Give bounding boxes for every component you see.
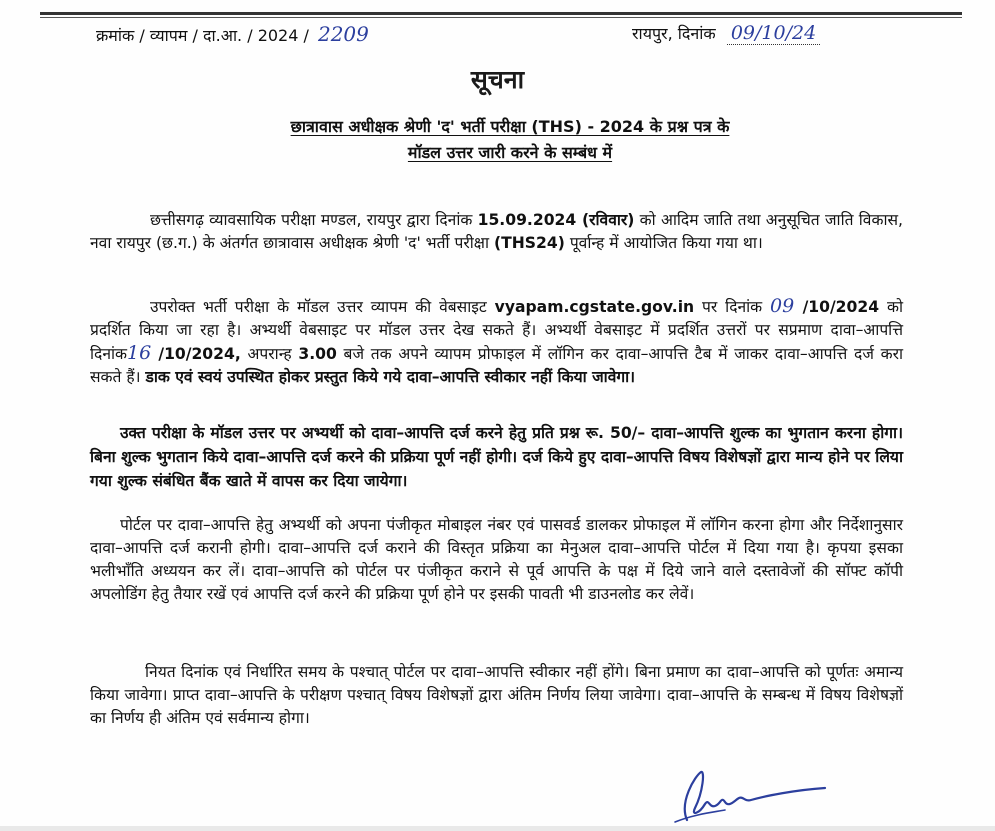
- page-bottom-edge: [0, 826, 995, 831]
- paragraph-model-answers: [90, 295, 903, 389]
- exam-code: (THS24): [493, 234, 565, 252]
- reference-line: [96, 22, 369, 46]
- p1-text-a: छत्तीसगढ़ व्यावसायिक परीक्षा मण्डल, रायपुर द्वारा दिनांक: [150, 211, 478, 229]
- handwritten-publish-day: 09: [770, 295, 795, 317]
- p2-text-b: पर दिनांक: [694, 298, 771, 316]
- paragraph-final-decision: नियत दिनांक एवं निर्धारित समय के पश्चात् पोर्टल पर दावा–आपत्ति स्वीकार नहीं होंगे। बिना प्रमाण का दावा–आपत्ति को पूर्णतः अमान्य किया जावेगा। प्राप्त दावा–आपत्ति के परीक्षण पश्चात् विषय विशेषज्ञों द्वारा अंतिम निर्णय लिया जावेगा। दावा–आपत्ति के सम्बन्ध में विषय विशेषज्ञों का निर्णय ही अंतिम एवं सर्वमान्य होगा।: [90, 663, 903, 727]
- paragraph-exam-held: [90, 209, 903, 255]
- deadline-month-year: /10/2024,: [151, 345, 241, 363]
- p2-text-e: बजे तक अपने व्यापम प्रोफाइल में लॉगिन कर दावा–आपत्ति टैब में जाकर दावा–आपत्ति दर्ज करा सकते हैं।: [90, 345, 904, 386]
- signature: [665, 762, 835, 828]
- deadline-time: 3.00: [298, 345, 337, 363]
- reference-number: 2209: [317, 22, 369, 46]
- p2-text-c: को प्रदर्शित किया जा रहा है। अभ्यर्थी वेबसाइट पर मॉडल उत्तर देख सकते हैं। अभ्यर्थी वेबसाइट में प्रदर्शित उत्तरों पर सप्रमाण दावा–आपत्ति दिनांक: [90, 298, 903, 363]
- handwritten-date: 09/10/24: [730, 22, 817, 44]
- date-field: [727, 22, 820, 45]
- reference-prefix: क्रमांक / व्यापम / दा.आ. / 2024 /: [96, 26, 309, 45]
- place-date-line: [632, 22, 820, 45]
- place-date-label: रायपुर, दिनांक: [632, 24, 716, 43]
- publish-month-year: /10/2024: [794, 298, 880, 316]
- p2-bold-warning: डाक एवं स्वयं उपस्थित होकर प्रस्तुत किये गये दावा–आपत्ति स्वीकार नहीं किया जावेगा।: [145, 368, 636, 386]
- p1-text-b: को आदिम जाति तथा अनुसूचित जाति विकास, नवा रायपुर (छ.ग.) के अंतर्गत छात्रावास अधीक्षक श्रेणी 'द' भर्ती परीक्षा: [90, 211, 903, 252]
- paragraph-fee: उक्त परीक्षा के मॉडल उत्तर पर अभ्यर्थी को दावा–आपत्ति दर्ज करने हेतु प्रति प्रश्न रू. 50/– दावा–आपत्ति शुल्क का भुगतान करना होगा। बिना शुल्क भुगतान किये दावा–आपत्ति दर्ज करने की प्रक्रिया पूर्ण नहीं होगी। दर्ज किये हुए दावा–आपत्ति विषय विशेषज्ञों द्वारा मान्य होने पर लिया गया शुल्क संबंधित बैंक खाते में वापस कर दिया जायेगा।: [90, 424, 903, 490]
- notice-subject: [140, 114, 880, 166]
- header-divider: [40, 12, 962, 15]
- notice-title: सूचना: [470, 65, 525, 94]
- p1-text-c: पूर्वान्ह में आयोजित किया गया था।: [564, 234, 763, 252]
- p2-text-d: अपरान्ह: [240, 345, 299, 363]
- paragraph-portal-procedure: पोर्टल पर दावा–आपत्ति हेतु अभ्यर्थी को अपना पंजीकृत मोबाइल नंबर एवं पासवर्ड डालकर प्रोफाइल में लॉगिन करना होगा और निर्देशानुसार दावा–आपत्ति दर्ज करानी होगी। दावा–आपत्ति दर्ज कराने की विस्तृत प्रक्रिया का मेनुअल दावा–आपत्ति पोर्टल में दिया गया है। कृपया इसका भलीभाँति अध्ययन कर लें। दावा–आपत्ति को पोर्टल पर पंजीकृत कराने से पूर्व आपत्ति के पक्ष में दिये जाने वाले दस्तावेजों की सॉफ्ट कॉपी अपलोडिंग हेतु तैयार रखें एवं आपत्ति दर्ज करने की प्रक्रिया पूर्ण होने पर इसकी पावती भी डाउनलोड कर लेवें।: [90, 516, 903, 603]
- letterhead-strip: [40, 0, 960, 6]
- handwritten-deadline-day: 16: [127, 342, 152, 364]
- exam-date: 15.09.2024 (रविवार): [477, 211, 635, 229]
- subject-line-1: छात्रावास अधीक्षक श्रेणी 'द' भर्ती परीक्षा (THS) - 2024 के प्रश्न पत्र के: [290, 117, 730, 136]
- p2-text-a: उपरोक्त भर्ती परीक्षा के मॉडल उत्तर व्यापम की वेबसाइट: [150, 298, 495, 316]
- header-divider-thin: [40, 17, 962, 18]
- website-link[interactable]: vyapam.cgstate.gov.in: [494, 298, 695, 316]
- subject-line-2: मॉडल उत्तर जारी करने के सम्बंध में: [407, 143, 613, 162]
